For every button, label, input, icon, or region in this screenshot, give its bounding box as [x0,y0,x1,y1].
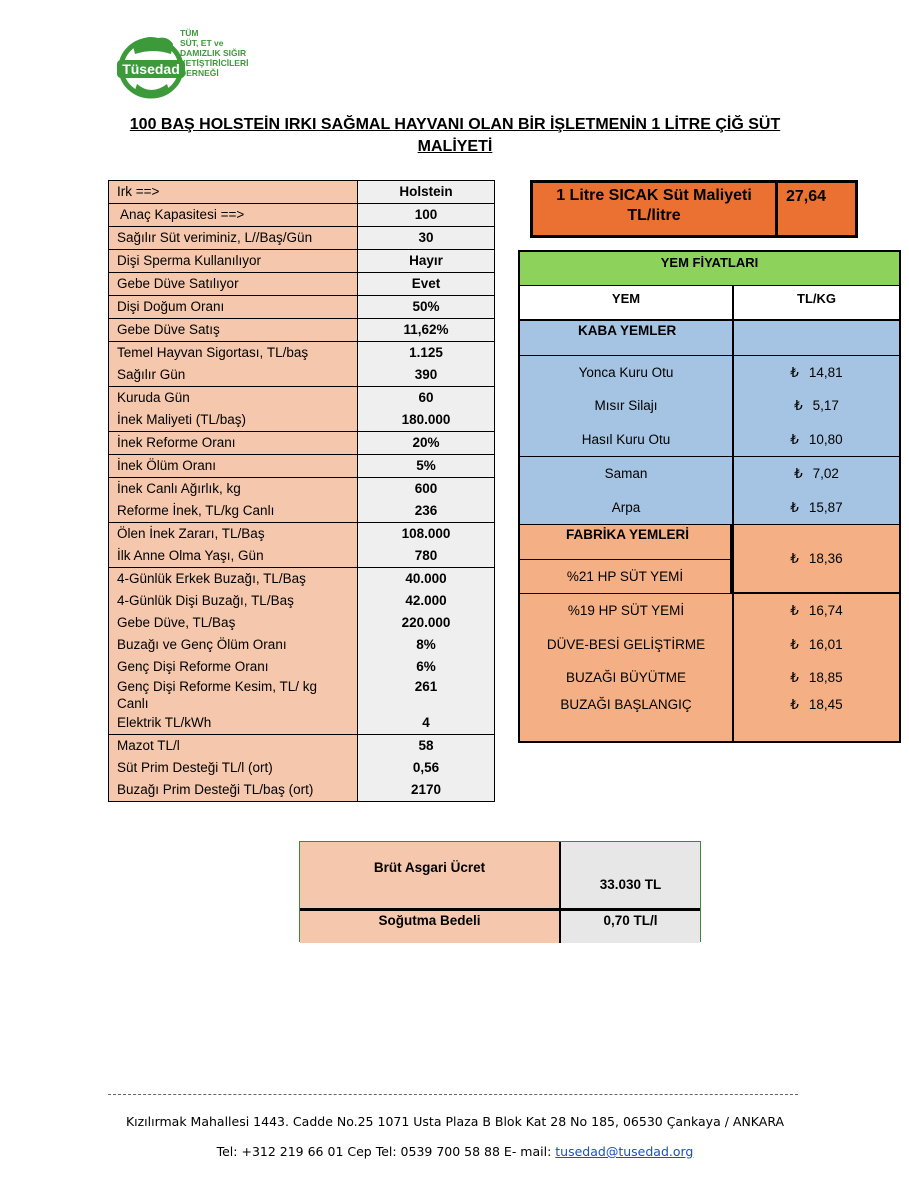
lira-icon: ₺ [790,364,799,380]
param-label: Anaç Kapasitesi ==> [117,207,245,222]
title-line-1: 100 BAŞ HOLSTEİN IRKI SAĞMAL HAYVANI OLAN BİR İŞLETMENİN 1 LİTRE ÇİĞ SÜT [129,116,781,133]
table-row [109,273,494,296]
param-value: 8% [416,637,436,652]
feed-table-header: YEM FİYATLARI [520,252,899,286]
table-row [109,296,494,319]
feed-price [734,423,899,457]
factory-feed-section [520,525,899,741]
org-line: SÜT, ET ve [180,38,224,48]
feed-name: Hasıl Kuru Otu [520,423,734,457]
feed-price [734,389,899,423]
wage-table [299,841,701,942]
param-label: Sağılır Gün [117,367,186,382]
empty-cell [734,321,899,355]
feed-name: DÜVE-BESİ GELİŞTİRME [520,628,734,662]
lira-icon: ₺ [794,466,803,481]
feed-col-name: YEM [520,286,734,319]
price-value: 18,45 [808,696,843,712]
param-label: İnek Reforme Oranı [117,435,236,450]
cooling-fee-label: Soğutma Bedeli [300,911,561,943]
table-row [109,342,494,387]
table-row [109,387,494,432]
lira-icon: ₺ [790,431,799,447]
feed-col-price: TL/KG [797,291,836,306]
table-row [109,478,494,523]
feed-price [734,695,899,741]
lira-icon: ₺ [794,398,803,413]
feed-price [734,457,899,491]
param-value: 600 [414,481,438,496]
feed-name: Mısır Silajı [520,389,734,423]
cooling-fee-value: 0,70 TL/l [561,911,700,943]
milk-cost-label: 1 Litre SICAK Süt Maliyeti TL/litre [533,183,778,235]
page-title [100,114,810,158]
param-label: Elektrik TL/kWh [117,715,212,730]
rough-feed-title: KABA YEMLER [520,321,734,355]
param-value: Evet [411,276,441,291]
param-label: Buzağı Prim Desteği TL/baş (ort) [117,782,314,797]
param-value: 4 [422,715,430,730]
feed-price [734,628,899,662]
param-value: 11,62% [403,322,449,337]
list-item [520,661,899,695]
feed-price-table [518,250,901,743]
feed-name: BUZAĞI BAŞLANGIÇ [520,695,734,741]
price-value: 16,74 [808,603,843,618]
list-item [520,628,899,662]
param-value: Holstein [399,184,453,199]
param-label: Temel Hayvan Sigortası, TL/baş [117,345,309,360]
param-value: 390 [414,367,438,382]
param-label: Sağılır Süt veriminiz, L//Baş/Gün [117,230,313,245]
param-label: Gebe Düve Satılıyor [117,276,239,291]
param-value: 1.125 [409,345,443,360]
param-label: Dişi Sperma Kullanılıyor [117,253,262,268]
footer-divider [108,1094,798,1095]
table-row [109,204,494,227]
param-value: 60 [418,390,434,405]
param-label: Gebe Düve, TL/Baş [117,615,236,630]
param-label: Kuruda Gün [117,390,190,405]
min-wage-value: 33.030 TL [561,842,700,908]
feed-price [734,661,899,695]
table-row [109,181,494,204]
footer-contact [100,1144,810,1159]
param-value: 5% [416,458,436,473]
param-value: 30 [418,230,434,245]
feed-name: Yonca Kuru Otu [520,356,734,390]
param-label: Genç Dişi Reforme Kesim, TL/ kg Canlı [117,679,318,711]
list-item [520,389,899,423]
table-row [109,432,494,455]
org-line: DERNEĞİ [180,68,219,78]
price-value: 5,17 [812,398,839,413]
param-value: 108.000 [401,526,451,541]
milk-cost-value: 27,64 [786,188,827,205]
min-wage-label: Brüt Asgari Ücret [300,842,561,908]
param-value: 58 [418,738,434,753]
param-value: 0,56 [412,760,440,775]
param-value: 50% [412,299,440,314]
param-label: Irk ==> [117,184,160,199]
feed-price [734,356,899,390]
factory-feed-title: FABRİKA YEMLERİ [520,525,732,559]
feed-price [734,491,899,525]
list-item [520,491,899,526]
email-link[interactable]: tusedad@tusedad.org [555,1144,694,1159]
param-value: 180.000 [401,412,451,427]
list-item [520,695,899,741]
list-item [520,457,899,491]
feed-name: %19 HP SÜT YEMİ [520,594,734,628]
table-row [109,568,494,735]
param-value: 261 [414,679,438,694]
list-item [520,423,899,458]
price-value: 10,80 [808,431,843,447]
rough-feed-section [520,321,899,525]
feed-price [734,594,899,628]
table-row [109,250,494,273]
title-line-2: MALİYETİ [417,138,493,155]
feed-name: BUZAĞI BÜYÜTME [520,661,734,695]
param-value: 2170 [410,782,442,797]
price-value: 18,36 [808,551,843,566]
table-row [109,735,494,801]
parameters-table [108,180,495,802]
logo-badge-text: Tüsedad [122,61,180,77]
price-value: 7,02 [812,466,839,481]
param-value: 780 [414,548,438,563]
param-value: 40.000 [405,571,447,586]
param-value: 42.000 [405,593,447,608]
price-value: 15,87 [808,499,843,515]
footer-address: Kızılırmak Mahallesi 1443. Cadde No.25 1071 Usta Plaza B Blok Kat 28 No 185, 06530 Çankaya / ANKARA [125,1114,785,1129]
param-label: Reforme İnek, TL/kg Canlı [117,503,275,518]
lira-icon: ₺ [790,550,799,566]
param-label: Gebe Düve Satış [117,322,220,337]
lira-icon: ₺ [790,670,799,685]
contact-phones: Tel: +312 219 66 01 Cep Tel: 0539 700 58 88 E- mail: [216,1144,556,1159]
lira-icon: ₺ [790,636,799,652]
feed-name: Saman [520,457,734,491]
org-line: YETİŞTİRİCİLERİ [180,58,249,68]
price-value: 16,01 [808,636,843,652]
list-item [520,593,899,628]
param-label: İnek Canlı Ağırlık, kg [117,481,241,496]
param-label: 4-Günlük Erkek Buzağı, TL/Baş [117,571,306,586]
param-value: 236 [414,503,438,518]
table-row [109,227,494,250]
milk-cost-box [530,180,858,238]
feed-column-headers [520,286,899,321]
param-value: Hayır [409,253,443,268]
feed-price [734,525,899,593]
param-value: 100 [414,207,438,222]
param-value: 220.000 [401,615,451,630]
param-label: İnek Maliyeti (TL/baş) [117,412,247,427]
org-line: TÜM [180,28,199,38]
lira-icon: ₺ [790,499,799,515]
org-name [180,28,270,78]
param-label: Süt Prim Desteği TL/l (ort) [117,760,273,775]
param-label: Ölen İnek Zararı, TL/Baş [117,526,265,541]
price-value: 18,85 [808,670,843,685]
param-label: İlk Anne Olma Yaşı, Gün [117,548,264,563]
lira-icon: ₺ [790,696,799,712]
feed-name: Arpa [520,491,734,525]
param-label: Dişi Doğum Oranı [117,299,225,314]
param-label: İnek Ölüm Oranı [117,458,217,473]
param-value: 20% [412,435,440,450]
param-label: Genç Dişi Reforme Oranı [117,659,269,674]
table-row [109,319,494,342]
price-value: 14,81 [808,364,843,380]
list-item [520,356,899,390]
lira-icon: ₺ [790,603,799,618]
table-row [109,523,494,568]
param-label: 4-Günlük Dişi Buzağı, TL/Baş [117,593,294,608]
param-value: 6% [416,659,436,674]
feed-name: %21 HP SÜT YEMİ [520,560,732,594]
org-line: DAMIZLIK SIĞIR [180,48,247,58]
param-label: Buzağı ve Genç Ölüm Oranı [117,637,287,652]
table-row [109,455,494,478]
param-label: Mazot TL/l [117,738,180,753]
